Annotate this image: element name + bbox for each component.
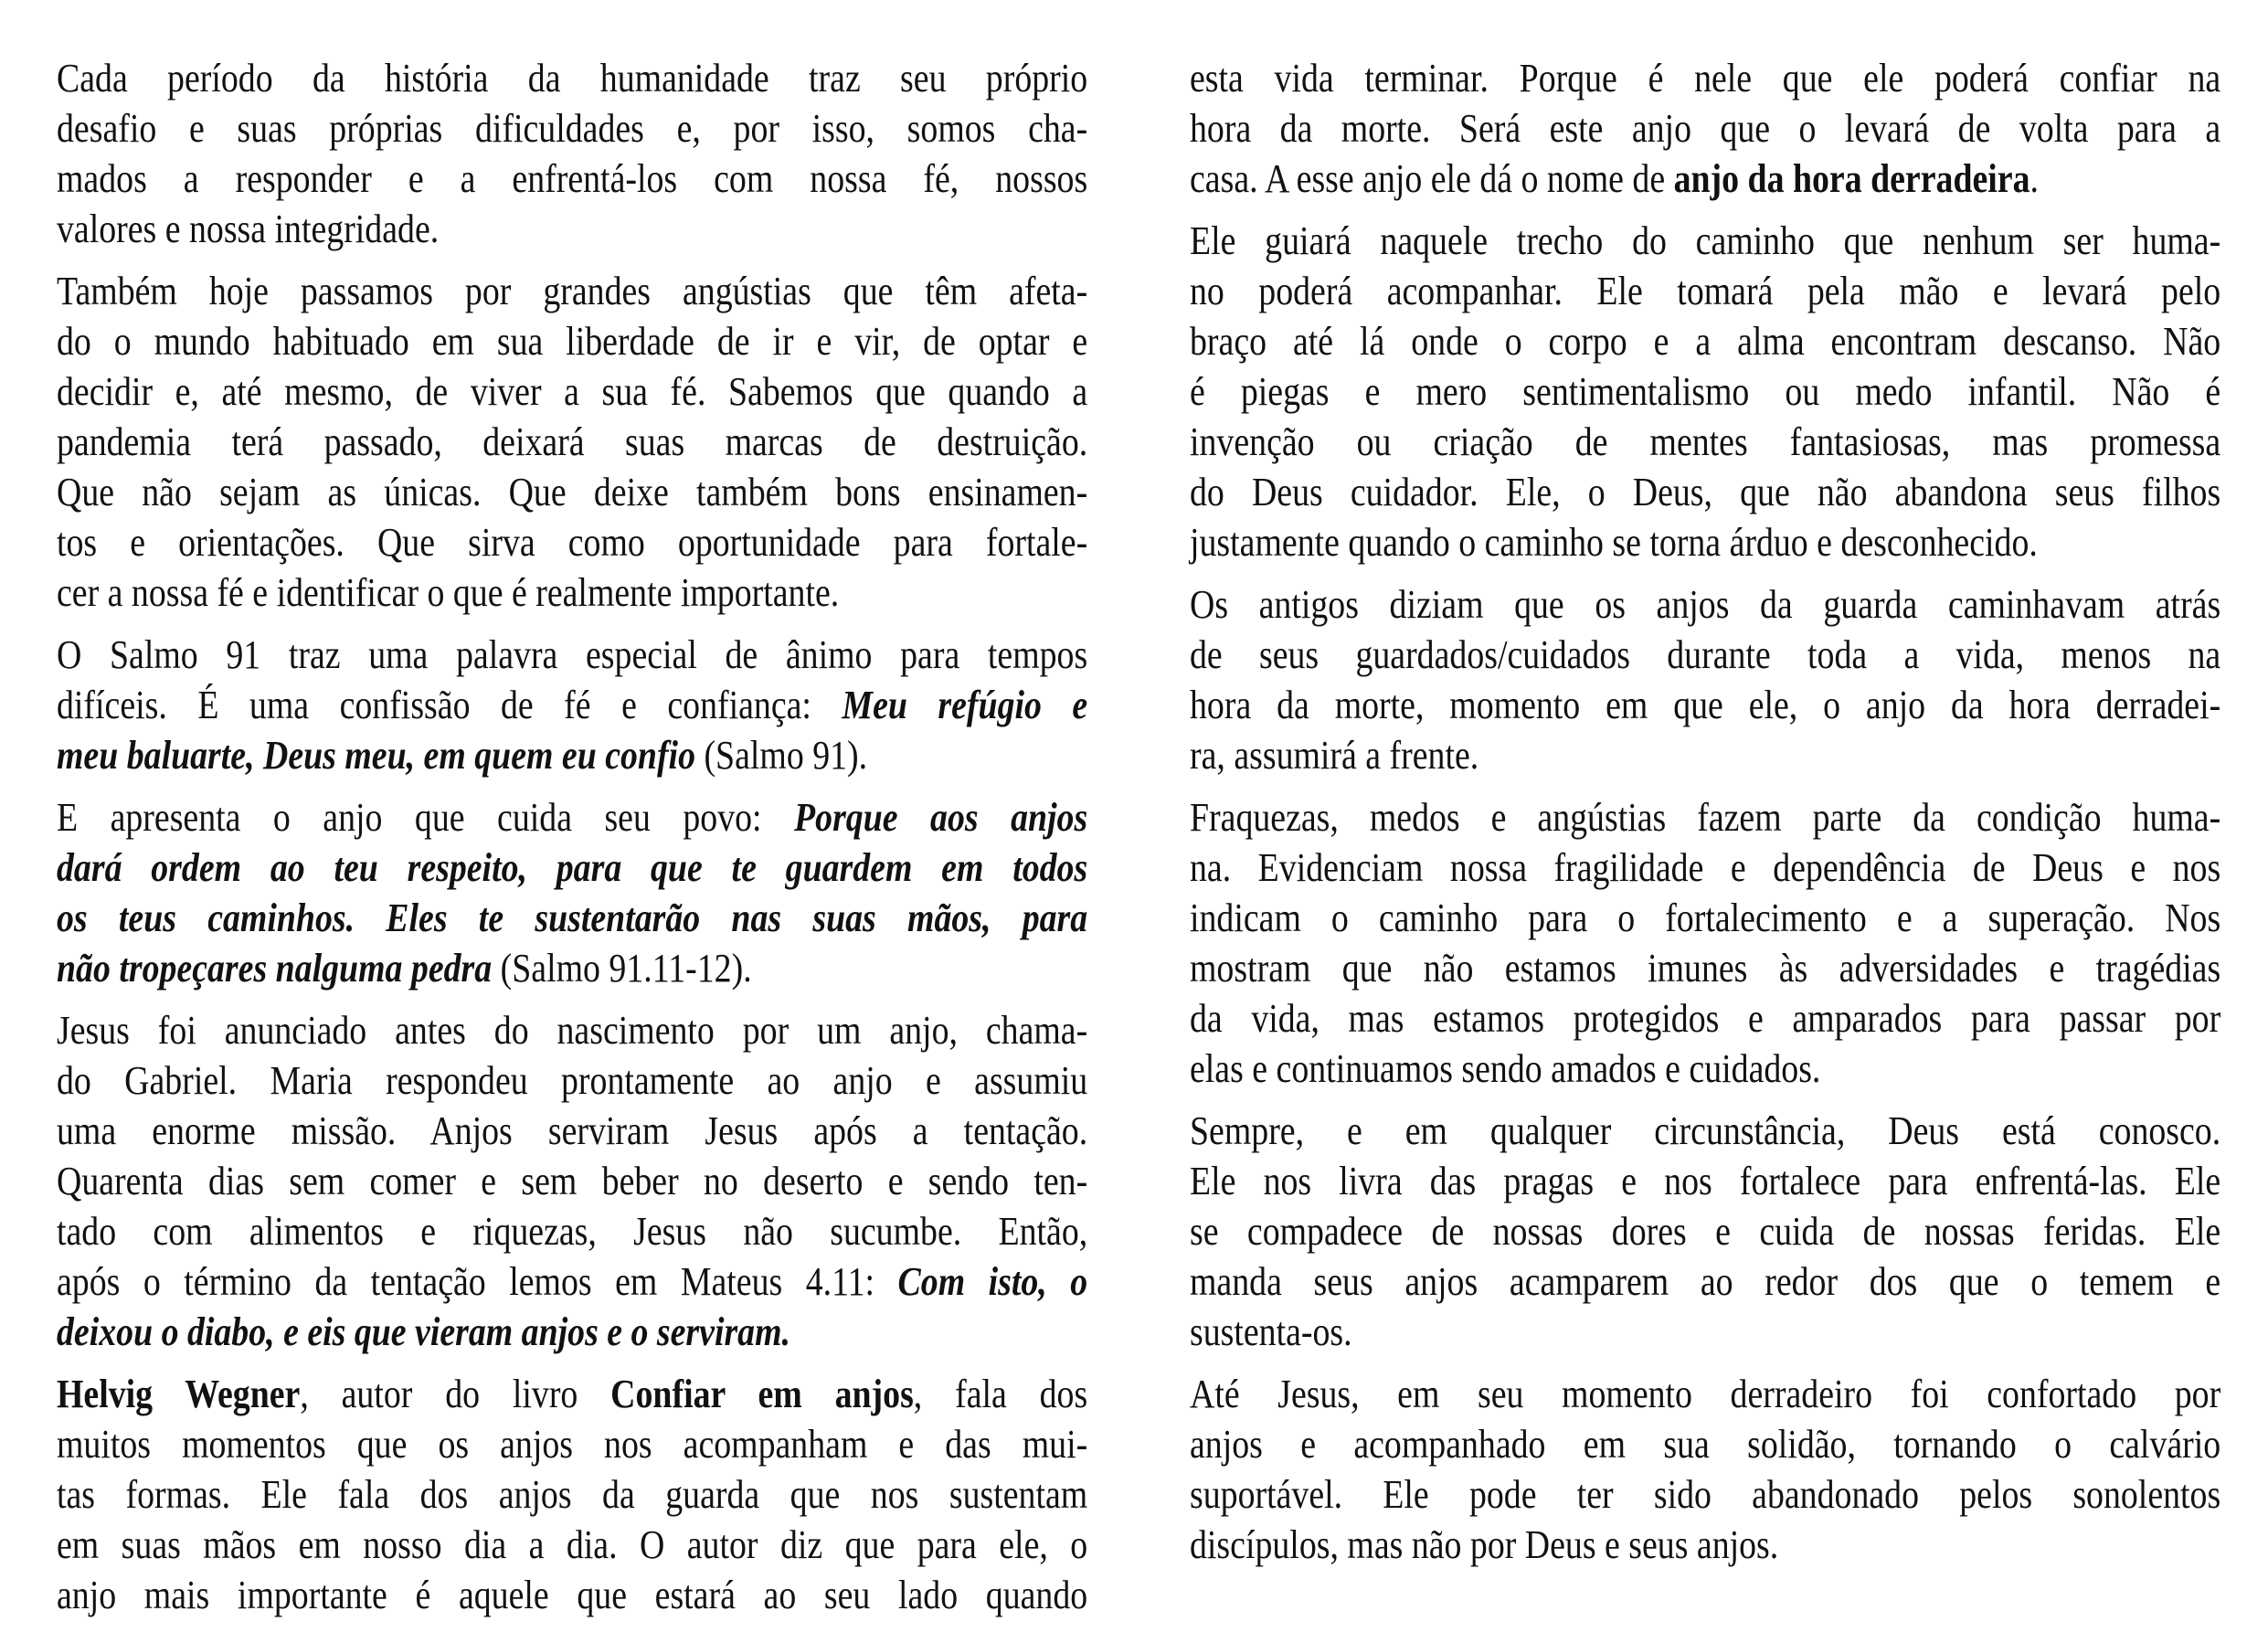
text-line-content (1190, 154, 2220, 204)
text-line (1190, 53, 2220, 103)
text-line-content (1190, 1106, 2220, 1156)
text-run: ra, assumirá a frente. (1190, 733, 1479, 778)
emphasized-text: meu baluarte, Deus meu, em quem eu confio (57, 733, 695, 778)
text-run: da vida, mas estamos protegidos e amparados para passar por (1190, 996, 2221, 1041)
text-line-content (57, 1005, 1087, 1055)
text-run: após o término da tentação lemos em Mateus 4.11: (57, 1259, 898, 1304)
right-column (1190, 53, 2220, 1582)
emphasized-text: anjo da hora derradeira (1673, 156, 2030, 201)
text-line (57, 204, 1087, 254)
text-line (57, 1419, 1087, 1469)
text-run: , fala dos (913, 1372, 1088, 1416)
text-run: Fraquezas, medos e angústias fazem parte da condição huma- (1190, 795, 2221, 840)
text-run: sustenta-os. (1190, 1309, 1352, 1354)
emphasized-text: Confiar em anjos (610, 1372, 914, 1416)
text-line (57, 467, 1087, 517)
text-run: difíceis. É uma confissão de fé e confiança: (57, 683, 843, 727)
text-line (57, 567, 1087, 618)
text-line-content (1190, 993, 2220, 1044)
text-line (57, 630, 1087, 680)
text-line (1190, 993, 2220, 1044)
text-run: decidir e, até mesmo, de viver a sua fé. Sabemos que quando a (57, 369, 1088, 414)
left-column (57, 53, 1087, 1632)
text-line (57, 1206, 1087, 1256)
text-line (57, 1005, 1087, 1055)
paragraph (57, 630, 1087, 780)
emphasized-text: dará ordem ao teu respeito, para que te guardem em todos (57, 845, 1088, 890)
text-line-content (57, 943, 1087, 993)
text-run: mostram que não estamos imunes às adversidades e tragédias (1190, 946, 2221, 991)
text-line (57, 266, 1087, 316)
paragraph (57, 53, 1087, 254)
text-line-content (57, 154, 1087, 204)
text-run: no poderá acompanhar. Ele tomará pela mão e levará pelo (1190, 269, 2221, 313)
text-run: Ele guiará naquele trecho do caminho que nenhum ser huma- (1190, 218, 2221, 263)
emphasized-text: deixou o diabo, e eis que vieram anjos e o serviram. (57, 1309, 790, 1354)
text-run: hora da morte. Será este anjo que o levará de volta para a (1190, 106, 2221, 151)
text-line-content (57, 630, 1087, 680)
text-line (57, 316, 1087, 366)
text-line-content (57, 266, 1087, 316)
text-line-content (57, 792, 1087, 842)
text-run: manda seus anjos acamparem ao redor dos que o temem e (1190, 1259, 2221, 1304)
text-line (57, 680, 1087, 730)
text-run: do Deus cuidador. Ele, o Deus, que não abandona seus filhos (1190, 470, 2221, 514)
text-run: cer a nossa fé e identificar o que é realmente importante. (57, 570, 840, 615)
text-line-content (57, 517, 1087, 567)
text-line-content (57, 1106, 1087, 1156)
text-run: anjo mais importante é aquele que estará ao seu lado quando (57, 1573, 1088, 1617)
text-line-content (1190, 517, 2220, 567)
text-line (1190, 1469, 2220, 1520)
text-line-content (1190, 943, 2220, 993)
text-line (57, 417, 1087, 467)
text-line-content (57, 417, 1087, 467)
text-run: braço até lá onde o corpo e a alma encontram descanso. Não (1190, 319, 2221, 364)
text-line (1190, 680, 2220, 730)
text-line (1190, 467, 2220, 517)
text-line (57, 1369, 1087, 1419)
text-line (57, 943, 1087, 993)
text-line-content (1190, 366, 2220, 417)
text-run: O Salmo 91 traz uma palavra especial de ânimo para tempos (57, 632, 1088, 677)
text-run: de seus guardados/cuidados durante toda a vida, menos na (1190, 632, 2221, 677)
text-line-content (57, 1156, 1087, 1206)
text-line (1190, 792, 2220, 842)
paragraph (57, 1005, 1087, 1357)
text-run: justamente quando o caminho se torna árduo e desconhecido. (1190, 520, 2038, 565)
text-line-content (1190, 467, 2220, 517)
text-run: na. Evidenciam nossa fragilidade e dependência de Deus e nos (1190, 845, 2221, 890)
text-line (1190, 893, 2220, 943)
text-run: anjos e acompanhado em sua solidão, tornando o calvário (1190, 1422, 2221, 1467)
text-run: Ele nos livra das pragas e nos fortalece para enfrentá-las. Ele (1190, 1159, 2221, 1203)
text-line (1190, 579, 2220, 630)
text-line (1190, 1206, 2220, 1256)
text-run: casa. A esse anjo ele dá o nome de (1190, 156, 1674, 201)
text-line-content (57, 1369, 1087, 1419)
text-line-content (1190, 842, 2220, 893)
text-run: elas e continuamos sendo amados e cuidados. (1190, 1046, 1821, 1091)
text-run: desafio e suas próprias dificuldades e, por isso, somos cha- (57, 106, 1088, 151)
text-run: Que não sejam as únicas. Que deixe também bons ensinamen- (57, 470, 1088, 514)
text-line-content (1190, 680, 2220, 730)
text-line (57, 103, 1087, 154)
text-line-content (57, 567, 1087, 618)
text-line-content (1190, 630, 2220, 680)
text-run: indicam o caminho para o fortalecimento e a superação. Nos (1190, 895, 2221, 940)
paragraph (1190, 216, 2220, 567)
text-run: do o mundo habituado em sua liberdade de ir e vir, de optar e (57, 319, 1088, 364)
text-line-content (1190, 216, 2220, 266)
text-line-content (1190, 1520, 2220, 1570)
text-line (1190, 1369, 2220, 1419)
text-line-content (57, 1419, 1087, 1469)
emphasized-text: os teus caminhos. Eles te sustentarão nas suas mãos, para (57, 895, 1088, 940)
text-run: (Salmo 91.11-12). (492, 946, 752, 991)
text-line-content (57, 1520, 1087, 1570)
text-run: em suas mãos em nosso dia a dia. O autor diz que para ele, o (57, 1522, 1088, 1567)
text-line-content (57, 1055, 1087, 1106)
text-line-content (1190, 1369, 2220, 1419)
text-line (57, 842, 1087, 893)
text-line-content (1190, 1469, 2220, 1520)
text-line (1190, 1044, 2220, 1094)
text-line (1190, 730, 2220, 780)
text-line-content (1190, 1419, 2220, 1469)
text-run: do Gabriel. Maria respondeu prontamente ao anjo e assumiu (57, 1058, 1088, 1103)
text-line-content (57, 53, 1087, 103)
text-line-content (57, 1256, 1087, 1307)
paragraph (57, 1369, 1087, 1620)
text-run: Jesus foi anunciado antes do nascimento por um anjo, chama- (57, 1008, 1088, 1053)
text-line (1190, 417, 2220, 467)
text-line (57, 1256, 1087, 1307)
emphasized-text: Porque aos anjos (794, 795, 1088, 840)
text-line (57, 53, 1087, 103)
text-line-content (57, 842, 1087, 893)
text-line-content (57, 893, 1087, 943)
text-run: valores e nossa integridade. (57, 207, 440, 251)
text-run: se compadece de nossas dores e cuida de nossas feridas. Ele (1190, 1209, 2221, 1254)
text-line-content (1190, 1044, 2220, 1094)
paragraph (57, 266, 1087, 618)
text-line-content (1190, 266, 2220, 316)
text-run: Quarenta dias sem comer e sem beber no deserto e sendo ten- (57, 1159, 1088, 1203)
paragraph (57, 792, 1087, 993)
emphasized-text: Helvig Wegner (57, 1372, 301, 1416)
text-line-content (1190, 1156, 2220, 1206)
text-run: tado com alimentos e riquezas, Jesus não sucumbe. Então, (57, 1209, 1088, 1254)
text-line-content (57, 680, 1087, 730)
text-run: hora da morte, momento em que ele, o anjo da hora derradei- (1190, 683, 2221, 727)
text-run: Até Jesus, em seu momento derradeiro foi confortado por (1190, 1372, 2221, 1416)
text-line (57, 1106, 1087, 1156)
text-run: . (2030, 156, 2039, 201)
paragraph (1190, 579, 2220, 780)
text-run: Também hoje passamos por grandes angústias que têm afeta- (57, 269, 1088, 313)
text-run: , autor do livro (300, 1372, 611, 1416)
text-line-content (1190, 103, 2220, 154)
text-run: E apresenta o anjo que cuida seu povo: (57, 795, 795, 840)
text-run: tos e orientações. Que sirva como oportunidade para fortale- (57, 520, 1088, 565)
text-line (1190, 943, 2220, 993)
text-line (1190, 1419, 2220, 1469)
text-line-content (57, 1206, 1087, 1256)
text-line-content (1190, 579, 2220, 630)
text-line (57, 1469, 1087, 1520)
text-line-content (1190, 53, 2220, 103)
paragraph (1190, 1369, 2220, 1570)
text-line (1190, 1307, 2220, 1357)
text-line (1190, 1256, 2220, 1307)
text-line (1190, 1156, 2220, 1206)
text-run: Cada período da história da humanidade traz seu próprio (57, 56, 1088, 101)
text-line (57, 1570, 1087, 1620)
text-run: Os antigos diziam que os anjos da guarda caminhavam atrás (1190, 582, 2221, 627)
text-line (57, 366, 1087, 417)
emphasized-text: Meu refúgio e (842, 683, 1088, 727)
text-line-content (1190, 417, 2220, 467)
text-line-content (1190, 730, 2220, 780)
text-line-content (57, 1469, 1087, 1520)
text-line (57, 517, 1087, 567)
text-line (57, 154, 1087, 204)
emphasized-text: Com isto, o (897, 1259, 1088, 1304)
text-line (1190, 316, 2220, 366)
text-line-content (57, 1307, 1087, 1357)
text-line (1190, 1106, 2220, 1156)
text-line (1190, 103, 2220, 154)
text-line-content (57, 366, 1087, 417)
text-line-content (1190, 1256, 2220, 1307)
text-run: tas formas. Ele fala dos anjos da guarda que nos sustentam (57, 1472, 1088, 1517)
text-run: esta vida terminar. Porque é nele que ele poderá confiar na (1190, 56, 2221, 101)
text-line-content (57, 1570, 1087, 1620)
text-run: uma enorme missão. Anjos serviram Jesus após a tentação. (57, 1108, 1088, 1153)
text-line (57, 730, 1087, 780)
text-line-content (1190, 1206, 2220, 1256)
text-line-content (1190, 1307, 2220, 1357)
text-line (1190, 366, 2220, 417)
text-line-content (1190, 316, 2220, 366)
text-line (57, 792, 1087, 842)
text-line (57, 1307, 1087, 1357)
text-line (1190, 154, 2220, 204)
text-run: suportável. Ele pode ter sido abandonado pelos sonolentos (1190, 1472, 2221, 1517)
emphasized-text: não tropeçares nalguma pedra (57, 946, 493, 991)
paragraph (1190, 1106, 2220, 1357)
text-line (57, 1055, 1087, 1106)
text-line (1190, 517, 2220, 567)
text-run: invenção ou criação de mentes fantasiosas, mas promessa (1190, 419, 2221, 464)
text-line (1190, 630, 2220, 680)
text-line-content (57, 730, 1087, 780)
text-run: mados a responder e a enfrentá-los com nossa fé, nossos (57, 156, 1088, 201)
text-line-content (1190, 893, 2220, 943)
paragraph (1190, 53, 2220, 204)
text-run: discípulos, mas não por Deus e seus anjos. (1190, 1522, 1779, 1567)
text-run: Sempre, e em qualquer circunstância, Deus está conosco. (1190, 1108, 2221, 1153)
text-line (1190, 216, 2220, 266)
text-run: (Salmo 91). (694, 733, 868, 778)
text-line (1190, 1520, 2220, 1570)
text-line-content (57, 467, 1087, 517)
text-run: pandemia terá passado, deixará suas marcas de destruição. (57, 419, 1088, 464)
text-run: é piegas e mero sentimentalismo ou medo infantil. Não é (1190, 369, 2221, 414)
text-line (57, 893, 1087, 943)
text-line-content (57, 316, 1087, 366)
text-line-content (1190, 792, 2220, 842)
paragraph (1190, 792, 2220, 1094)
text-line-content (57, 103, 1087, 154)
text-line-content (57, 204, 1087, 254)
text-line (57, 1520, 1087, 1570)
text-line (57, 1156, 1087, 1206)
text-line (1190, 842, 2220, 893)
text-run: muitos momentos que os anjos nos acompanham e das mui- (57, 1422, 1088, 1467)
text-line (1190, 266, 2220, 316)
